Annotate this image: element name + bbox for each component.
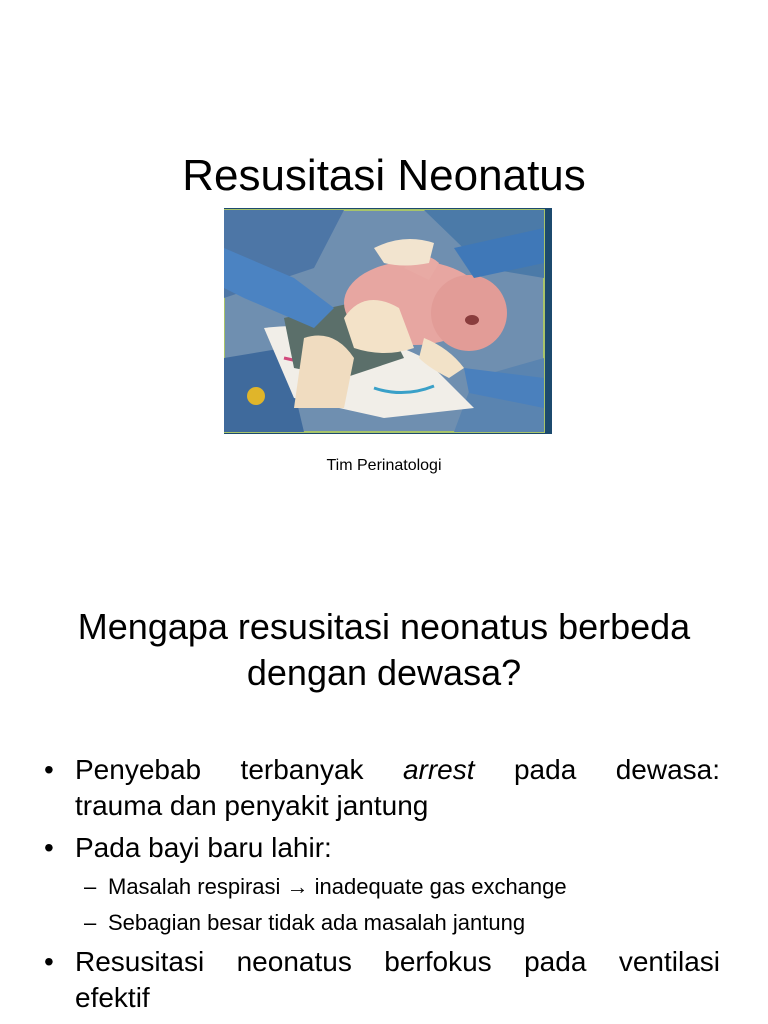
bullet-3-line2: efektif <box>75 982 150 1013</box>
bullet-dot: • <box>44 754 54 785</box>
slide2-heading <box>40 604 728 696</box>
bullet-2-text: Pada bayi baru lahir: <box>75 832 332 863</box>
slide2-heading-line2: dengan dewasa? <box>246 652 522 693</box>
bullet-1-emphasis: arrest <box>402 754 475 785</box>
slide-title-heading: Resusitasi Neonatus <box>182 151 586 200</box>
sub-bullet-1 <box>44 872 720 902</box>
bullet-1-line2: trauma dan penyakit jantung <box>75 790 429 821</box>
bullet-3-line1: Resusitasi neonatus berfokus pada ventilasi <box>75 946 720 977</box>
bullet-dot: • <box>44 946 54 977</box>
slide-subtitle: Tim Perinatologi <box>326 457 442 474</box>
bullet-list <box>44 752 720 1022</box>
arrow-icon: → <box>286 874 309 899</box>
bullet-1-line1 <box>75 752 720 788</box>
bullet-item-2 <box>44 830 720 866</box>
dash-marker: – <box>84 910 97 935</box>
newborn-photo <box>224 208 552 434</box>
sub-bullet-1-text: Masalah respirasi <box>108 874 287 899</box>
dash-marker: – <box>84 874 97 899</box>
sub-bullet-2 <box>44 908 720 938</box>
bullet-item-3 <box>44 944 720 1016</box>
slide2-heading-line1: Mengapa resusitasi neonatus berbeda <box>77 606 691 647</box>
bullet-1-text-end: pada dewasa: <box>474 754 720 785</box>
bullet-dot: • <box>44 832 54 863</box>
bullet-item-1 <box>44 752 720 824</box>
sub-bullet-2-text: Sebagian besar tidak ada masalah jantung <box>108 910 526 935</box>
bullet-1-text: Penyebab terbanyak <box>75 754 403 785</box>
sub-bullet-1-text-end: inadequate gas exchange <box>308 874 567 899</box>
